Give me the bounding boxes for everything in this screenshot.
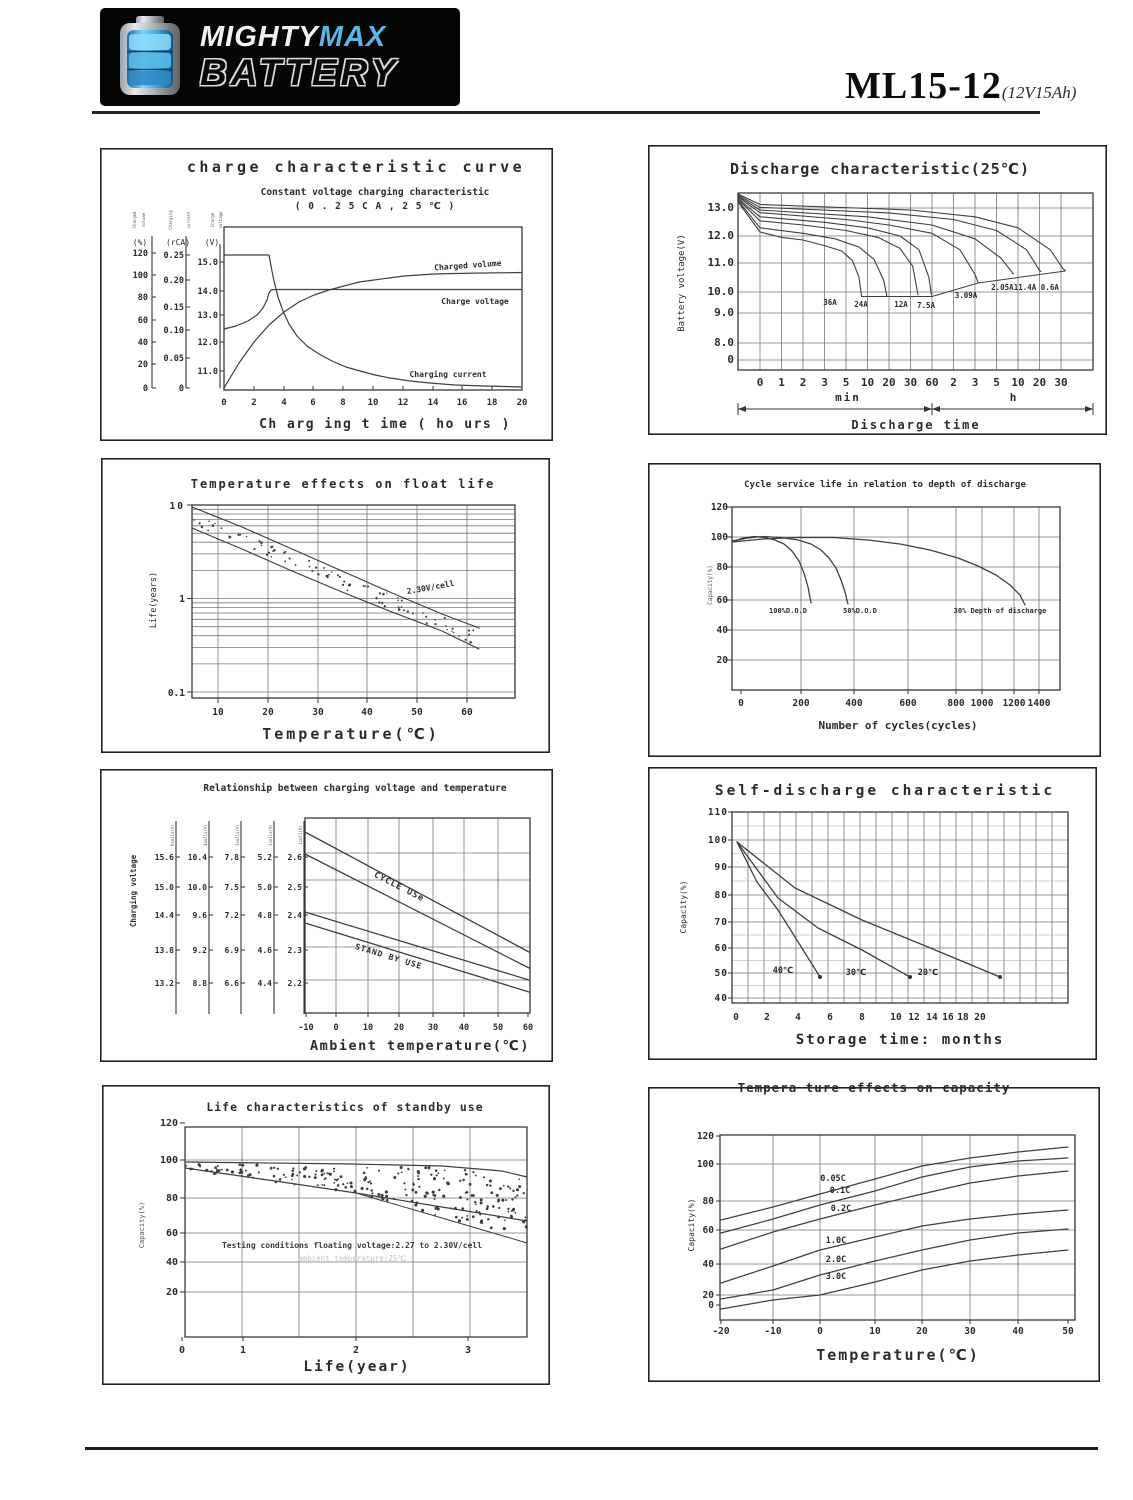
svg-text:15.0: 15.0: [154, 883, 174, 892]
footer-divider: [85, 1447, 1098, 1450]
svg-text:0: 0: [221, 398, 227, 408]
svg-text:30: 30: [903, 376, 918, 389]
chart-canvas-life-characteristics-standby: [102, 1085, 550, 1385]
svg-text:40: 40: [361, 707, 373, 718]
svg-text:(V): (V): [204, 238, 220, 247]
svg-text:10: 10: [169, 501, 185, 512]
svg-text:3: 3: [464, 1345, 472, 1356]
svg-text:8: 8: [859, 1012, 865, 1023]
svg-text:20: 20: [516, 398, 528, 408]
svg-text:1cell(V): 1cell(V): [298, 825, 303, 845]
svg-text:60: 60: [522, 1023, 534, 1033]
svg-text:400: 400: [845, 698, 863, 709]
svg-text:0.15: 0.15: [163, 303, 184, 313]
svg-text:0.1C: 0.1C: [829, 1186, 851, 1196]
svg-text:0: 0: [142, 384, 148, 394]
svg-text:0: 0: [333, 1023, 339, 1033]
svg-text:16: 16: [456, 398, 468, 408]
svg-text:30: 30: [427, 1023, 439, 1033]
svg-text:8.0: 8.0: [714, 336, 734, 349]
svg-text:10: 10: [890, 1012, 902, 1023]
svg-text:20: 20: [393, 1023, 405, 1033]
svg-text:9.6: 9.6: [192, 911, 207, 920]
svg-text:7.8: 7.8: [224, 853, 239, 862]
svg-text:0.10: 0.10: [163, 326, 184, 336]
svg-text:Temperature(℃): Temperature(℃): [262, 725, 440, 743]
svg-text:7.5: 7.5: [224, 883, 239, 892]
svg-text:Number of cycles(cycles): Number of cycles(cycles): [818, 719, 978, 732]
svg-text:voltage: voltage: [218, 211, 223, 229]
svg-text:12: 12: [908, 1012, 920, 1023]
logo-line1: [200, 23, 399, 52]
svg-text:Ambient temperature(℃): Ambient temperature(℃): [309, 1038, 531, 1054]
svg-text:60: 60: [461, 707, 473, 718]
svg-text:40: 40: [137, 338, 148, 348]
svg-text:60: 60: [137, 316, 148, 326]
svg-text:3.0C: 3.0C: [825, 1272, 847, 1282]
svg-text:Cycle service life in relation: Cycle service life in relation to depth of discharge: [744, 480, 1026, 490]
svg-text:1: 1: [778, 376, 785, 389]
svg-text:60: 60: [165, 1228, 178, 1239]
svg-text:7.5A: 7.5A: [916, 301, 936, 310]
svg-text:10: 10: [869, 1326, 881, 1337]
svg-text:10: 10: [212, 707, 224, 718]
chart-charge-characteristic: [100, 148, 553, 441]
svg-text:20℃: 20℃: [917, 968, 939, 978]
svg-text:1400: 1400: [1027, 698, 1051, 709]
svg-text:1: 1: [179, 594, 185, 605]
svg-text:10.0: 10.0: [187, 883, 207, 892]
svg-text:90: 90: [714, 862, 728, 873]
svg-text:9.2: 9.2: [192, 946, 207, 955]
svg-text:2.5: 2.5: [287, 883, 302, 892]
svg-text:15.0: 15.0: [197, 258, 218, 268]
svg-text:20: 20: [262, 707, 274, 718]
svg-text:0.05: 0.05: [163, 354, 184, 364]
svg-text:80: 80: [165, 1193, 178, 1204]
header-divider: [92, 111, 1040, 114]
svg-text:20: 20: [1032, 376, 1047, 389]
svg-text:0: 0: [727, 353, 734, 366]
svg-text:0: 0: [178, 384, 184, 394]
svg-text:Charge voltage: Charge voltage: [441, 297, 509, 306]
chart-canvas-temperature-effects-float-life: [101, 458, 550, 753]
svg-text:(rCA): (rCA): [165, 238, 191, 247]
svg-text:2cells(V): 2cells(V): [268, 824, 273, 846]
logo-word-battery: BATTERY: [200, 52, 400, 93]
svg-text:charge characteristic curve: charge characteristic curve: [186, 158, 526, 176]
svg-text:18: 18: [486, 398, 498, 408]
svg-text:600: 600: [899, 698, 917, 709]
svg-text:120: 120: [159, 1118, 178, 1129]
svg-text:13.0: 13.0: [197, 311, 218, 321]
svg-text:100: 100: [696, 1159, 714, 1170]
svg-text:1.0C: 1.0C: [825, 1236, 847, 1246]
battery-icon: [110, 14, 190, 100]
svg-text:36A: 36A: [823, 298, 837, 307]
svg-text:4: 4: [795, 1012, 801, 1023]
svg-text:1000: 1000: [970, 698, 994, 709]
svg-text:0: 0: [733, 1012, 739, 1023]
svg-text:Capacity(%): Capacity(%): [707, 565, 714, 605]
svg-text:0.1: 0.1: [167, 688, 185, 699]
svg-text:50: 50: [411, 707, 423, 718]
svg-text:Charging: Charging: [168, 210, 173, 230]
svg-text:Discharge characteristic(25℃): Discharge characteristic(25℃): [729, 160, 1031, 178]
svg-text:0: 0: [708, 1300, 714, 1311]
chart-temperature-effects-float-life: [101, 458, 550, 753]
svg-text:min: min: [835, 391, 861, 404]
svg-text:70: 70: [714, 917, 728, 928]
svg-text:120: 120: [710, 502, 728, 513]
svg-text:11.0: 11.0: [197, 367, 218, 377]
svg-text:Battery voltage(V): Battery voltage(V): [677, 234, 687, 332]
svg-text:100: 100: [159, 1155, 178, 1166]
svg-text:2.2: 2.2: [287, 979, 302, 988]
svg-text:0: 0: [756, 376, 764, 389]
svg-text:2: 2: [950, 376, 957, 389]
svg-text:Life(year): Life(year): [303, 1359, 411, 1375]
svg-text:80: 80: [714, 890, 728, 901]
svg-text:100: 100: [710, 532, 728, 543]
svg-text:Charging current: Charging current: [409, 370, 487, 379]
svg-text:0: 0: [817, 1326, 823, 1337]
svg-text:50: 50: [714, 968, 728, 979]
svg-text:13.8: 13.8: [154, 946, 174, 955]
svg-text:Temperature effects on float l: Temperature effects on float life: [190, 477, 496, 491]
svg-text:5.0: 5.0: [257, 883, 272, 892]
svg-text:13.2: 13.2: [154, 979, 174, 988]
svg-text:Life(years): Life(years): [149, 571, 159, 629]
svg-text:2: 2: [799, 376, 807, 389]
svg-text:Tempera ture effects on capaci: Tempera ture effects on capacity: [737, 1080, 1011, 1095]
svg-text:24A: 24A: [854, 300, 868, 309]
svg-text:( 0 . 2 5 C A , 2 5 ℃ ): ( 0 . 2 5 C A , 2 5 ℃ ): [294, 201, 456, 212]
svg-text:8: 8: [340, 398, 346, 408]
svg-text:Ch arg ing t ime ( ho urs ): Ch arg ing t ime ( ho urs ): [259, 417, 511, 432]
chart-cycle-service-life: [648, 463, 1101, 757]
svg-text:Constant voltage charging char: Constant voltage charging characteristic: [260, 187, 490, 198]
svg-text:12: 12: [397, 398, 409, 408]
svg-text:40: 40: [716, 625, 728, 636]
svg-text:10: 10: [367, 398, 379, 408]
svg-text:20: 20: [974, 1012, 986, 1023]
chart-temperature-effects-capacity: [648, 1075, 1102, 1382]
svg-text:3: 3: [821, 376, 828, 389]
svg-text:0.20: 0.20: [163, 276, 184, 286]
svg-text:110: 110: [707, 807, 728, 818]
svg-text:Self-discharge characteristic: Self-discharge characteristic: [714, 783, 1056, 799]
svg-text:16: 16: [942, 1012, 954, 1023]
logo-word-mighty: MIGHTY: [200, 21, 319, 53]
svg-text:20: 20: [916, 1326, 928, 1337]
svg-text:3.09A: 3.09A: [954, 291, 978, 300]
svg-text:200: 200: [792, 698, 810, 709]
svg-text:0.2C: 0.2C: [830, 1204, 852, 1214]
svg-text:Discharge time: Discharge time: [851, 418, 981, 432]
svg-text:80: 80: [716, 562, 728, 573]
model-title: [845, 64, 1076, 108]
svg-text:50%D.O.D: 50%D.O.D: [843, 607, 877, 615]
svg-text:12.0: 12.0: [707, 229, 734, 242]
svg-text:6.9: 6.9: [224, 946, 239, 955]
svg-text:2.30V/cell: 2.30V/cell: [406, 578, 456, 597]
svg-text:100: 100: [132, 271, 148, 281]
svg-text:60: 60: [925, 376, 939, 389]
svg-text:14: 14: [926, 1012, 938, 1023]
svg-text:60: 60: [716, 595, 728, 606]
svg-text:-10: -10: [764, 1326, 782, 1337]
svg-text:10: 10: [860, 376, 875, 389]
svg-text:10.4: 10.4: [187, 853, 207, 862]
svg-text:-10: -10: [298, 1023, 314, 1033]
svg-text:2: 2: [251, 398, 257, 408]
svg-text:12A: 12A: [894, 300, 908, 309]
svg-text:5: 5: [842, 376, 850, 389]
svg-text:12.0: 12.0: [197, 338, 218, 348]
chart-life-characteristics-standby: [102, 1085, 550, 1385]
svg-text:40: 40: [458, 1023, 470, 1033]
svg-text:4.4: 4.4: [257, 979, 272, 988]
svg-text:13.0: 13.0: [707, 201, 734, 214]
chart-canvas-temperature-effects-capacity: [648, 1075, 1102, 1382]
svg-text:15.6: 15.6: [154, 853, 174, 862]
svg-text:2.3: 2.3: [287, 946, 302, 955]
svg-text:40: 40: [702, 1259, 714, 1270]
svg-text:800: 800: [947, 698, 965, 709]
svg-text:volume: volume: [141, 212, 146, 228]
svg-text:CYCLE USe: CYCLE USe: [372, 870, 426, 905]
svg-text:20: 20: [716, 655, 728, 666]
svg-text:8.8: 8.8: [192, 979, 207, 988]
svg-text:80: 80: [137, 293, 148, 303]
svg-text:20: 20: [702, 1290, 714, 1301]
svg-text:1200: 1200: [1002, 698, 1026, 709]
chart-canvas-discharge-characteristic: [648, 145, 1107, 435]
svg-text:Storage time: months: Storage time: months: [795, 1032, 1005, 1048]
svg-text:18: 18: [957, 1012, 969, 1023]
svg-text:0: 0: [738, 698, 744, 709]
svg-text:7.2: 7.2: [224, 911, 239, 920]
svg-text:2: 2: [764, 1012, 770, 1023]
chart-canvas-self-discharge: [648, 767, 1097, 1060]
svg-text:20: 20: [165, 1287, 178, 1298]
svg-text:11.0: 11.0: [707, 256, 734, 269]
svg-text:20: 20: [137, 360, 148, 370]
svg-text:Temperature(℃): Temperature(℃): [816, 1346, 980, 1364]
svg-text:10: 10: [362, 1023, 374, 1033]
model-number: ML15-12: [845, 65, 1002, 107]
mightymax-logo: [100, 8, 460, 106]
svg-text:0.05C: 0.05C: [820, 1174, 846, 1184]
svg-text:60: 60: [702, 1225, 714, 1236]
svg-text:Charging voltage: Charging voltage: [129, 854, 138, 928]
svg-text:120: 120: [696, 1131, 714, 1142]
chart-discharge-characteristic: [648, 145, 1107, 435]
svg-text:2: 2: [352, 1345, 360, 1356]
svg-text:2.4: 2.4: [287, 911, 302, 920]
svg-text:ambient temperature:25℃: ambient temperature:25℃: [298, 1254, 406, 1263]
svg-text:3: 3: [971, 376, 979, 389]
svg-text:(%): (%): [132, 238, 148, 247]
svg-text:100%D.O.D: 100%D.O.D: [769, 607, 807, 615]
svg-text:Life characteristics of standb: Life characteristics of standby use: [206, 1100, 484, 1114]
svg-text:5: 5: [993, 376, 1000, 389]
svg-text:4: 4: [281, 398, 287, 408]
svg-text:30℃: 30℃: [845, 968, 867, 978]
svg-text:6cells(V): 6cells(V): [170, 824, 175, 846]
svg-text:80: 80: [702, 1196, 714, 1207]
svg-text:2.05A11.4A 0.6A: 2.05A11.4A 0.6A: [991, 283, 1059, 292]
svg-text:40℃: 40℃: [772, 966, 794, 976]
svg-text:10.0: 10.0: [707, 285, 734, 298]
svg-text:14: 14: [427, 398, 439, 408]
svg-text:2.0C: 2.0C: [825, 1255, 847, 1265]
svg-text:5.2: 5.2: [257, 853, 272, 862]
svg-text:-20: -20: [712, 1326, 730, 1337]
svg-text:h: h: [1009, 391, 1017, 404]
svg-text:30: 30: [312, 707, 324, 718]
svg-text:30: 30: [1054, 376, 1068, 389]
svg-text:6.6: 6.6: [224, 979, 239, 988]
svg-text:4cells(V): 4cells(V): [203, 824, 208, 846]
svg-text:Testing conditions floating vo: Testing conditions floating voltage:2.27 to 2.30V/cell: [221, 1241, 483, 1250]
svg-text:Charged volume: Charged volume: [433, 258, 502, 273]
svg-text:0.25: 0.25: [163, 251, 184, 261]
svg-text:current: current: [186, 211, 191, 229]
svg-text:3cells(V): 3cells(V): [235, 824, 240, 846]
chart-canvas-cycle-service-life: [648, 463, 1101, 757]
svg-text:10: 10: [1011, 376, 1025, 389]
svg-text:Capacity(%): Capacity(%): [138, 1201, 146, 1249]
svg-text:30: 30: [964, 1326, 976, 1337]
svg-text:120: 120: [132, 249, 148, 259]
svg-text:4.6: 4.6: [257, 946, 272, 955]
svg-text:30% Depth of discharge: 30% Depth of discharge: [953, 607, 1047, 615]
svg-text:STAND BY USE: STAND BY USE: [354, 942, 424, 972]
svg-text:40: 40: [1012, 1326, 1024, 1337]
svg-text:Charge: Charge: [210, 212, 215, 228]
svg-text:14.4: 14.4: [154, 911, 174, 920]
svg-text:6: 6: [827, 1012, 833, 1023]
svg-text:Charged: Charged: [132, 211, 137, 229]
svg-text:50: 50: [492, 1023, 504, 1033]
model-spec: (12V15Ah): [1001, 83, 1077, 102]
chart-canvas-charging-voltage-vs-temperature: [100, 769, 553, 1062]
svg-text:40: 40: [165, 1257, 178, 1268]
chart-canvas-charge-characteristic: [100, 148, 553, 441]
logo-word-max: MAX: [318, 21, 387, 53]
svg-text:14.0: 14.0: [197, 287, 218, 297]
svg-text:Capacity(%): Capacity(%): [679, 880, 688, 934]
svg-text:60: 60: [714, 943, 728, 954]
svg-text:20: 20: [882, 376, 896, 389]
chart-charging-voltage-vs-temperature: [100, 769, 553, 1062]
svg-text:40: 40: [714, 993, 728, 1004]
svg-text:100: 100: [707, 835, 728, 846]
svg-text:9.0: 9.0: [714, 306, 734, 319]
svg-text:50: 50: [1062, 1326, 1074, 1337]
svg-text:Capacity(%): Capacity(%): [687, 1198, 696, 1252]
chart-self-discharge: [648, 767, 1097, 1060]
svg-text:4.8: 4.8: [257, 911, 272, 920]
svg-text:6: 6: [310, 398, 316, 408]
svg-text:0: 0: [178, 1345, 186, 1356]
svg-text:2.6: 2.6: [287, 853, 302, 862]
svg-text:Relationship between charging: Relationship between charging voltage and temperature: [203, 783, 507, 794]
svg-text:1: 1: [239, 1345, 247, 1356]
